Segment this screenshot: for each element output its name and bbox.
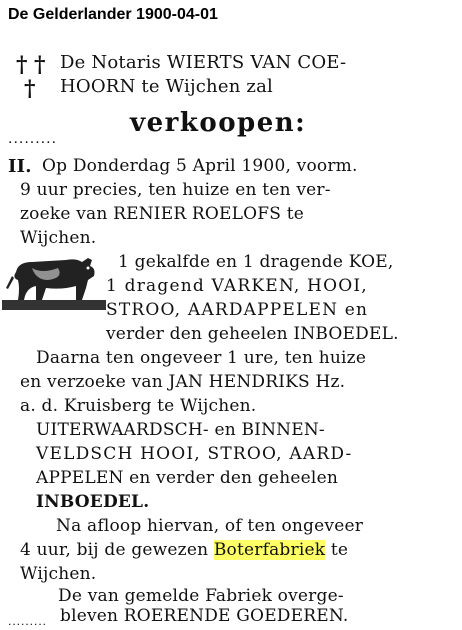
section-number: II.: [8, 156, 32, 177]
paragraph-line: 9 uur precies, ten huize en ten ver-: [20, 180, 331, 200]
separator-dots: .........: [8, 614, 48, 628]
paragraph-line: Wijchen.: [20, 228, 97, 248]
header-line: HOORN te Wijchen zal: [60, 76, 273, 97]
paragraph-line: verder den geheelen INBOEDEL.: [106, 324, 399, 344]
cow-illustration: [2, 248, 106, 312]
paragraph-line: Wijchen.: [20, 564, 97, 584]
paragraph-line: 1 dragend VARKEN, HOOI,: [106, 276, 368, 296]
paragraph-line: a. d. Kruisberg te Wijchen.: [20, 396, 257, 416]
highlighted-word-boterfabriek: Boterfabriek: [213, 540, 326, 560]
paragraph-line: UITERWAARDSCH- en BINNEN-: [36, 420, 325, 440]
paragraph-text: bleven ROERENDE GOEDEREN.: [60, 606, 349, 626]
cross-mark: †: [16, 52, 28, 78]
paragraph-line: STROO, AARDAPPELEN en: [106, 300, 369, 320]
paragraph-line: VELDSCH HOOI, STROO, AARD-: [36, 444, 353, 464]
headline-verkoopen: verkoopen:: [130, 108, 307, 138]
separator-dots: .........: [8, 130, 58, 147]
header-line: De Notaris WIERTS VAN COE-: [60, 52, 347, 73]
paragraph-line: en verzoeke van JAN HENDRIKS Hz.: [20, 372, 346, 392]
paragraph-line: Na afloop hiervan, of ten ongeveer: [56, 516, 364, 536]
paragraph-line: [60, 606, 348, 626]
paragraph-line: Daarna ten ongeveer 1 ure, ten huize: [36, 348, 367, 368]
paragraph-text: 4 uur, bij de gewezen: [20, 540, 214, 560]
paragraph-line: INBOEDEL.: [36, 492, 150, 512]
paragraph-line: 1 gekalfde en 1 dragende KOE,: [118, 252, 394, 272]
crosses-ornament: [14, 54, 54, 102]
paragraph-line: [20, 540, 348, 560]
paragraph-line: De van gemelde Fabriek overge-: [58, 586, 344, 606]
paragraph-text: te: [325, 540, 349, 560]
paragraph-line: Op Donderdag 5 April 1900, voorm.: [42, 156, 358, 176]
paragraph-line: APPELEN en verder den geheelen: [36, 468, 338, 488]
cross-mark: †: [24, 76, 36, 102]
paragraph-line: zoeke van RENIER ROELOFS te: [20, 204, 305, 224]
cross-mark: †: [34, 52, 46, 78]
source-title: De Gelderlander 1900-04-01: [8, 6, 218, 23]
